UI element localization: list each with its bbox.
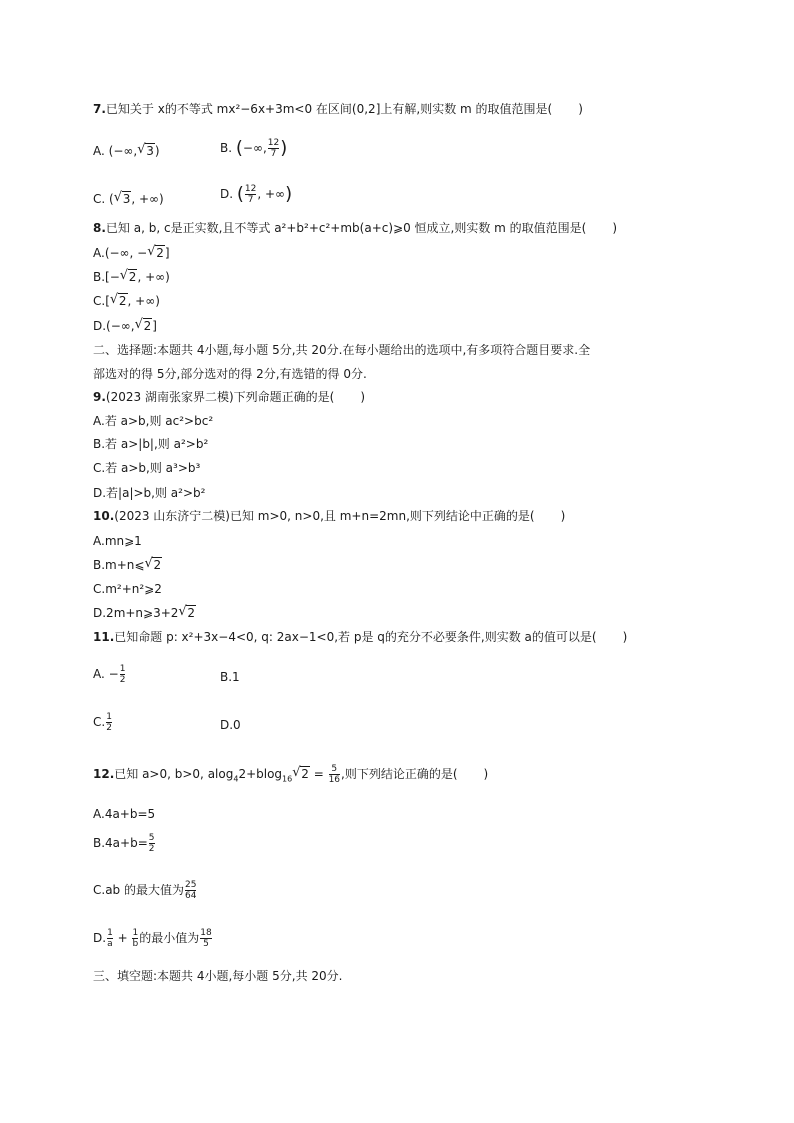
q12-option-c: C.ab 的最大值为 $\frac{25}{64}$	[93, 880, 197, 901]
q7-option-a	[93, 143, 160, 159]
q9-text: (2023 湖南张家界二模)下列命题正确的是(	[105, 390, 335, 404]
q9-close-paren: )	[360, 390, 366, 404]
q8-number: 8.	[93, 221, 106, 235]
q8-option-b: B.[−√ 2, +∞)	[93, 269, 170, 285]
q8-close-paren: )	[612, 221, 618, 235]
q7-a-post: )	[154, 144, 160, 158]
q12-option-d: D. $\frac{1}{a}$ + $\frac{1}{b}$ 的最小值为 $\frac{18}{5}$	[93, 928, 212, 949]
section3-heading: 三、填空题:本题共 4小题,每小题 5分,共 20分.	[93, 969, 343, 983]
q12-number: 12.	[93, 767, 115, 781]
q9-option-c: C.若 a>b,则 a³>b³	[93, 461, 201, 475]
q7-b-frac: $\frac{12}{7}$	[267, 138, 280, 159]
q9-option-b: B.若 a>|b|,则 a²>b²	[93, 437, 209, 451]
q8-option-d: D.(−∞,√ 2]	[93, 318, 157, 334]
q7-number: 7.	[93, 102, 106, 116]
section2-line2: 部选对的得 5分,部分选对的得 2分,有选错的得 0分.	[93, 367, 367, 381]
q11-close-paren: )	[622, 630, 628, 644]
q11-option-c: C. $\frac{1}{2}$	[93, 712, 112, 733]
q7-a-label: A.	[93, 144, 105, 158]
q11-option-b: B.1	[220, 670, 240, 684]
q10-option-b: B.m+n⩽√ 2	[93, 557, 162, 573]
q10-stem	[93, 508, 565, 524]
q11-number: 11.	[93, 630, 115, 644]
q12-close-paren: )	[483, 767, 489, 781]
q11-option-a: A. − $\frac{1}{2}$	[93, 664, 126, 685]
q10-close-paren: )	[560, 509, 566, 523]
q10-option-a: A.mn⩾1	[93, 534, 142, 548]
q7-c-pre: (	[109, 192, 114, 206]
q9-number: 9.	[93, 390, 106, 404]
q7-option-b: B. (−∞, $\frac{12}{7}$ )	[220, 137, 288, 159]
section2-line1: 二、选择题:本题共 4小题,每小题 5分,共 20分.在每小题给出的选项中,有多项符合题目要求.全	[93, 343, 591, 357]
q8-option-a: A.(−∞, −√ 2]	[93, 245, 170, 261]
q7-d-post: , +∞	[257, 187, 286, 201]
q12-option-a: A.4a+b=5	[93, 807, 156, 821]
q9-option-d: D.若|a|>b,则 a²>b²	[93, 486, 206, 500]
q7-text: 已知关于 x的不等式 mx²−6x+3m<0 在区间(0,2]上有解,则实数 m 的取值范围是(	[105, 102, 553, 116]
q8-text: 已知 a, b, c是正实数,且不等式 a²+b²+c²+mb(a+c)⩾0 恒成立,则实数 m 的取值范围是(	[105, 221, 587, 235]
q8-option-c: C.[√ 2, +∞)	[93, 293, 160, 309]
q10-option-d: D.2m+n⩾3+2√ 2	[93, 605, 196, 621]
q7-c-sqrt: √ 3	[114, 191, 132, 207]
q7-b-pre: −∞,	[242, 141, 267, 155]
q7-c-label: C.	[93, 192, 106, 206]
q11-stem	[93, 629, 627, 645]
q7-close-paren: )	[578, 102, 583, 116]
q11-text: 已知命题 p: x²+3x−4<0, q: 2ax−1<0,若 p是 q的充分不必要条件,则实数 a的值可以是(	[114, 630, 597, 644]
q7-d-frac: $\frac{12}{7}$	[244, 184, 257, 205]
q10-number: 10.	[93, 509, 115, 523]
q11-option-d: D.0	[220, 718, 241, 732]
q7-c-post: , +∞)	[131, 192, 164, 206]
q8-stem	[93, 220, 617, 236]
q12-option-b: B.4a+b= $\frac{5}{2}$	[93, 833, 155, 854]
q7-a-sqrt: √ 3	[137, 143, 155, 159]
q9-option-a: A.若 a>b,则 ac²>bc²	[93, 414, 214, 428]
q7-a-pre: (−∞,	[108, 144, 138, 158]
q7-b-label: B.	[220, 141, 233, 155]
q7-stem	[93, 101, 583, 117]
q10-text: (2023 山东济宁二模)已知 m>0, n>0,且 m+n=2mn,则下列结论中正确的是(	[114, 509, 535, 523]
q7-option-d: D. ( $\frac{12}{7}$ , +∞)	[220, 183, 293, 205]
q7-d-label: D.	[220, 187, 234, 201]
q10-option-c: C.m²+n²⩾2	[93, 582, 162, 596]
q7-option-c	[93, 191, 164, 207]
q12-stem: 12.已知 a>0, b>0, alog$_4$2+blog$_{16}$√ 2 = $\frac{5}{16}$ ,则下列结论正确的是( )	[93, 764, 488, 787]
q9-stem	[93, 389, 365, 405]
